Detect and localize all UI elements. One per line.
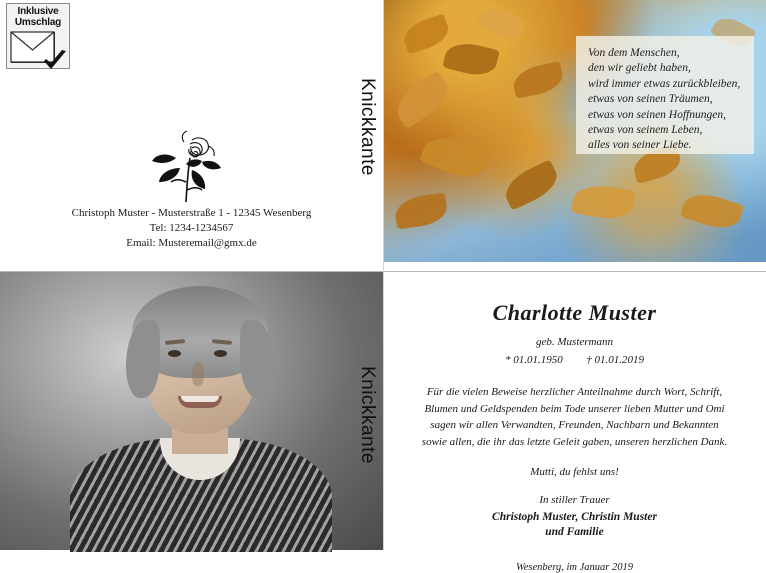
checkmark-icon (42, 48, 68, 74)
verse-line-4: etwas von seinen Träumen, (588, 93, 713, 106)
badge-label-line2: Umschlag (14, 17, 62, 28)
family-names (413, 510, 736, 540)
vertical-fold-line-top (383, 0, 384, 272)
place-and-date: Wesenberg, im Januar 2019 (515, 562, 634, 573)
portrait-eye-left (168, 350, 181, 357)
death-date: † 01.01.2019 (586, 354, 644, 366)
portrait-eye-right (214, 350, 227, 357)
verse-line-2: den wir geliebt haben, (588, 62, 691, 75)
in-stiller-trauer-label: In stiller Trauer (539, 494, 610, 506)
birth-date: * 01.01.1950 (505, 354, 563, 366)
rose-flower-icon (140, 128, 232, 206)
fold-label-top: Knickkante (357, 78, 378, 176)
thank-you-line-2: Blumen und Geldspenden beim Tode unserer lieben Mutter und Omi (424, 402, 725, 415)
vertical-fold-line-bottom (383, 272, 384, 550)
badge-artwork (10, 30, 66, 70)
thank-you-text (419, 384, 730, 450)
card-front-panel (383, 0, 766, 272)
address-line-1: Christoph Muster - Musterstraße 1 - 12345 Wesenberg (71, 207, 312, 219)
address-line-2: Tel: 1234-1234567 (149, 222, 234, 234)
farewell-line: Mutti, du fehlst uns! (530, 466, 619, 478)
maiden-name: geb. Mustermann (536, 336, 613, 348)
portrait-photo-panel (0, 272, 383, 550)
thank-you-line-1: Für die vielen Beweise herzlicher Anteilnahme durch Wort, Schrift, (426, 386, 723, 398)
thank-you-line-3: sagen wir allen Verwandten, Freunden, Nachbarn und Bekannten (430, 419, 719, 431)
portrait-of-elderly-woman-black-and-white (48, 292, 348, 550)
verse-line-5: etwas von seinen Hoffnungen, (588, 108, 726, 121)
portrait-nose (192, 362, 204, 386)
verse-panel (576, 36, 754, 154)
portrait-hair-right (240, 320, 274, 398)
thank-you-line-4: sowie allen, die ihr das letzte Geleit gaben, unseren herzlichen Dank. (421, 435, 728, 448)
fold-label-bottom: Knickkante (357, 366, 378, 464)
life-dates (413, 354, 736, 366)
badge-label-line1: Inklusive (17, 6, 59, 17)
autumn-oak-leaves-photo (383, 0, 766, 262)
address-line-3: Email: Musteremail@gmx.de (126, 237, 257, 249)
sender-address-block (0, 206, 383, 251)
family-line-1: Christoph Muster, Christin Muster (492, 511, 657, 523)
verse-line-7: alles von seiner Liebe. (588, 139, 692, 152)
inklusive-umschlag-badge (6, 3, 70, 69)
verse-line-3: wird immer etwas zurückbleiben, (588, 77, 741, 90)
verse-line-6: etwas von seinem Leben, (588, 124, 703, 137)
family-line-2: und Familie (545, 526, 604, 538)
card-back-panel (0, 0, 383, 272)
portrait-teeth (181, 396, 219, 402)
verse-line-1: Von dem Menschen, (588, 47, 680, 59)
deceased-name: Charlotte Muster (492, 300, 657, 325)
memorial-text-panel (383, 272, 766, 573)
